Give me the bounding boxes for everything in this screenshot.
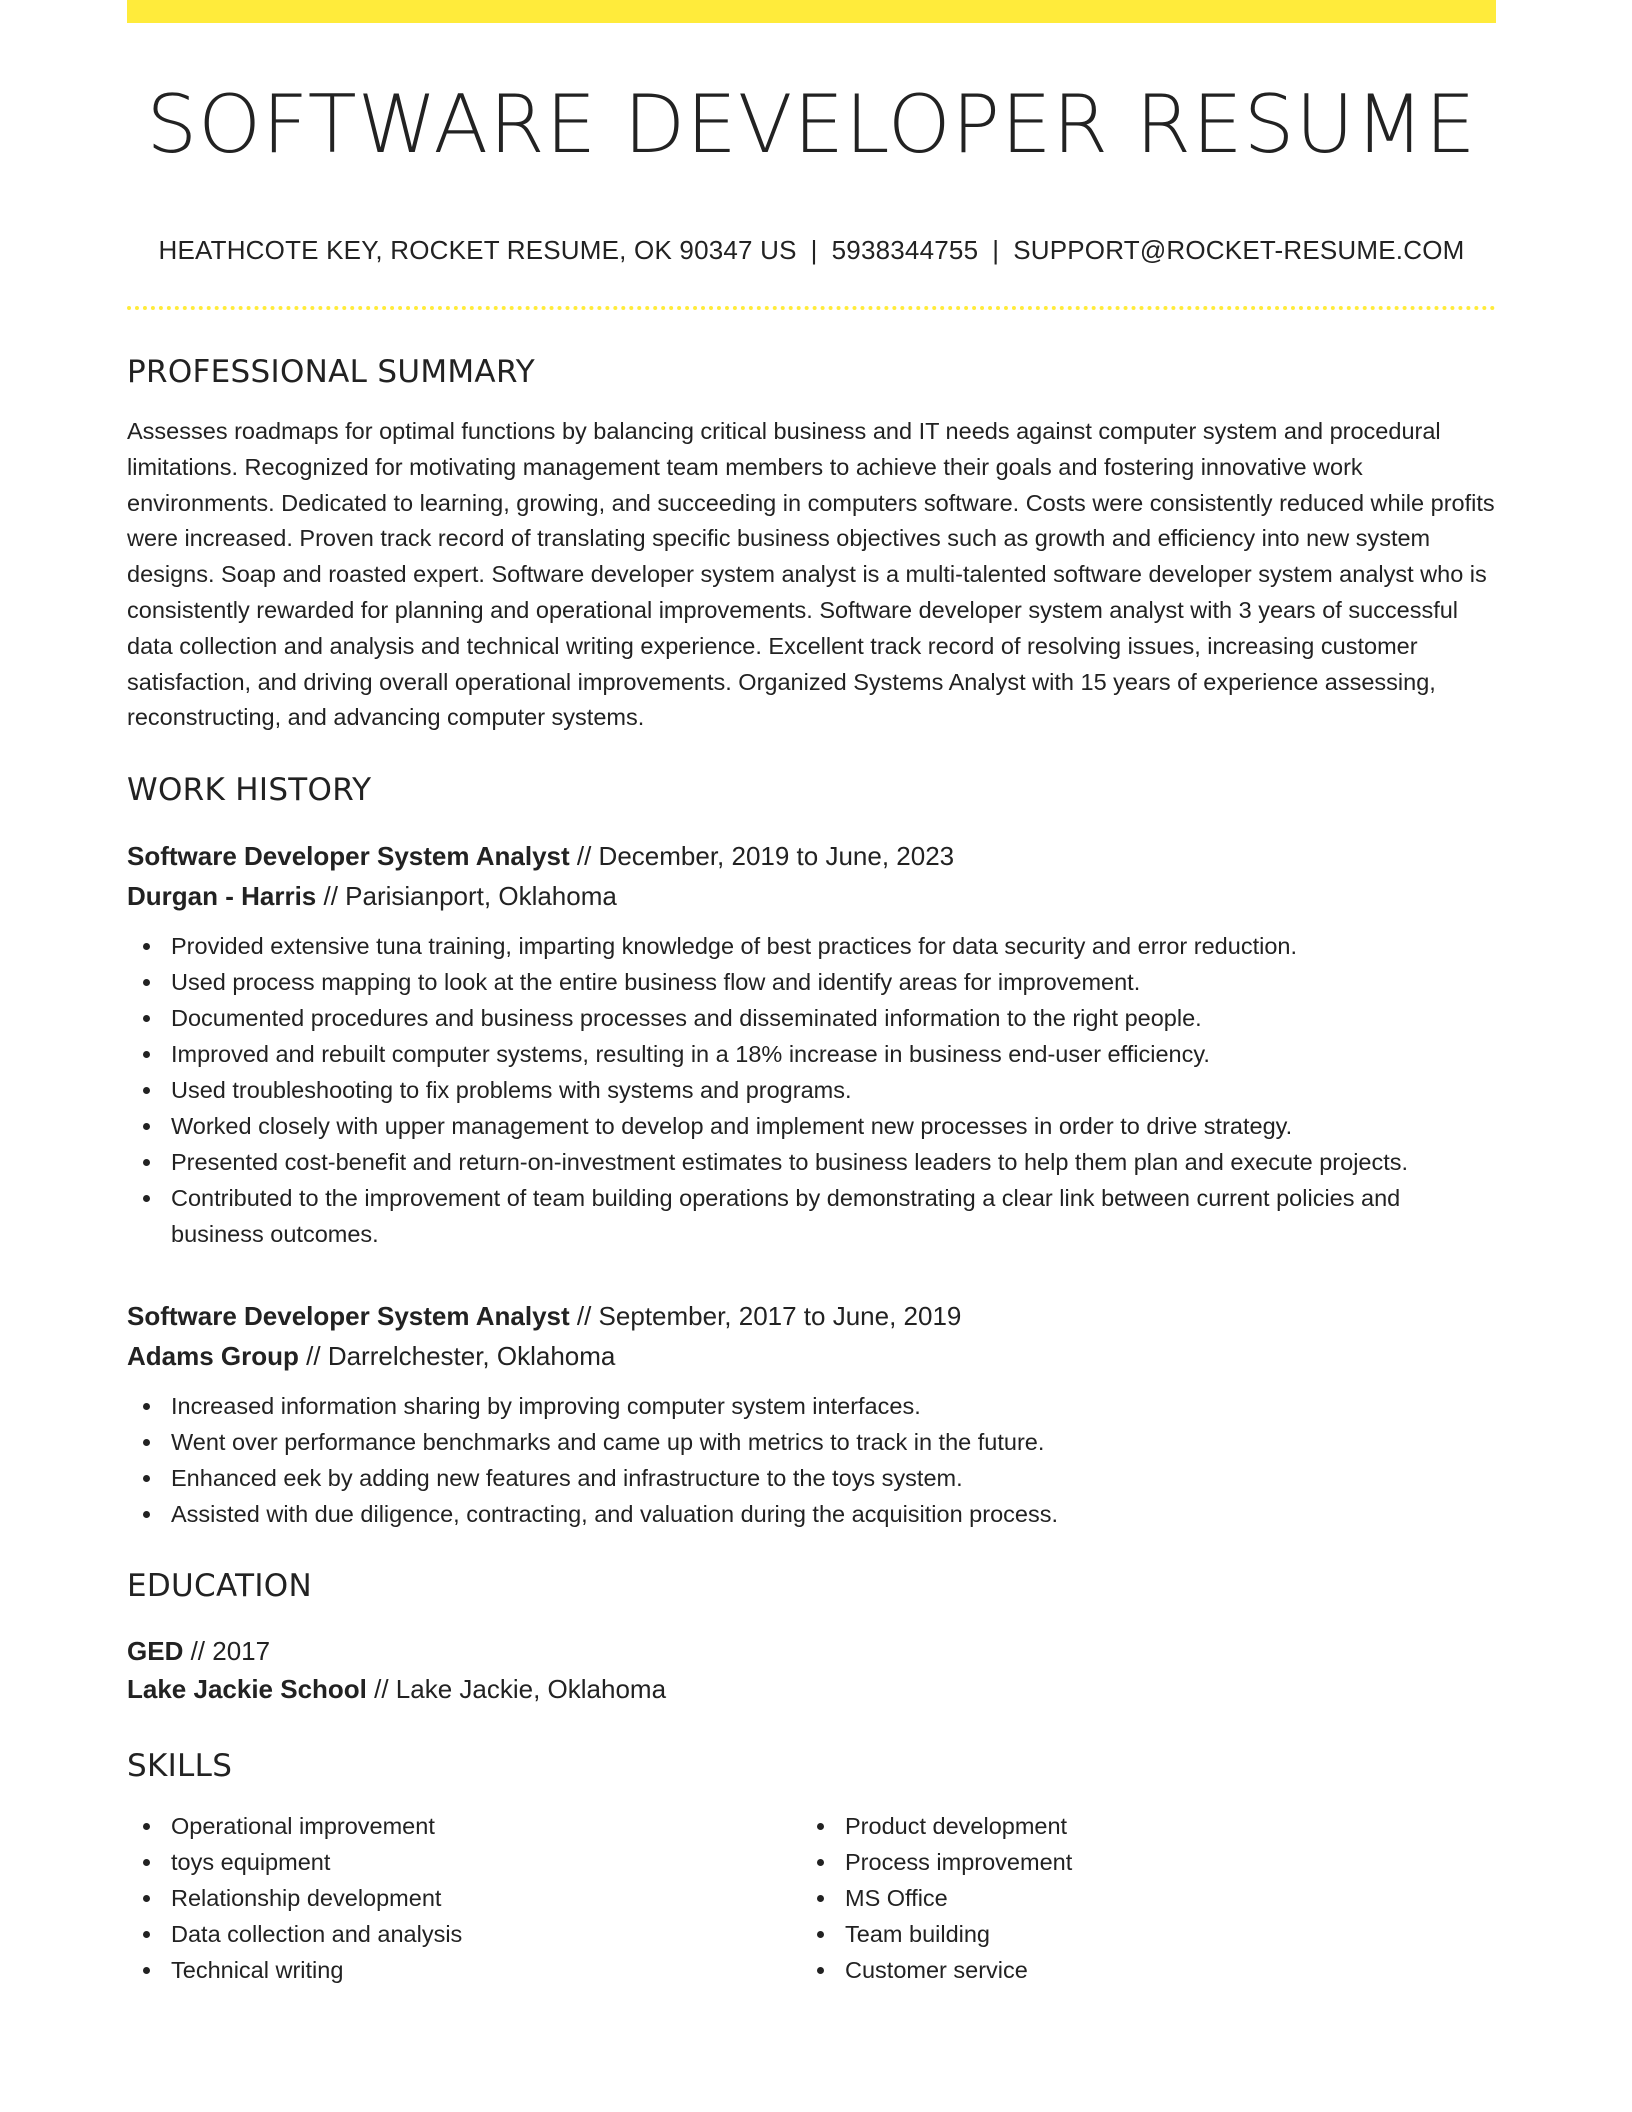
skills-heading: SKILLS: [127, 1748, 233, 1785]
list-item: Provided extensive tuna training, imparting knowledge of best practices for data security and error reduction.: [127, 928, 1496, 964]
skill-item: Team building: [801, 1916, 1475, 1952]
skills-column-right: [801, 1808, 1475, 1988]
skill-item: Process improvement: [801, 1844, 1475, 1880]
list-item: Worked closely with upper management to develop and implement new processes in order to drive strategy.: [127, 1108, 1496, 1144]
resume-page: [127, 0, 1496, 1988]
skill-item: Relationship development: [127, 1880, 801, 1916]
job-company: Durgan - Harris: [127, 881, 317, 912]
job-company-line: [127, 876, 1496, 916]
list-item: Used process mapping to look at the entire business flow and identify areas for improvement.: [127, 964, 1496, 1000]
education-school: Lake Jackie School: [127, 1674, 367, 1705]
skill-item: toys equipment: [127, 1844, 801, 1880]
list-item: Presented cost-benefit and return-on-investment estimates to business leaders to help them plan and execute projects.: [127, 1144, 1496, 1180]
job-dates: // December, 2019 to June, 2023: [569, 841, 955, 872]
list-item: Contributed to the improvement of team building operations by demonstrating a clear link between current policies and business outcomes.: [127, 1180, 1496, 1252]
job-location: // Parisianport, Oklahoma: [316, 881, 617, 912]
contact-separator: |: [810, 235, 818, 265]
list-item: Used troubleshooting to fix problems with systems and programs.: [127, 1072, 1496, 1108]
list-item: Documented procedures and business processes and disseminated information to the right people.: [127, 1000, 1496, 1036]
education-year: // 2017: [183, 1636, 271, 1667]
summary-text: Assesses roadmaps for optimal functions by balancing critical business and IT needs against computer system and procedural limitations. Recognized for motivating management team members to achieve their goals and fostering innovative work environments. Dedicated to learning, growing, and succeeding in computers software. Costs were consistently reduced while profits were increased. Proven track record of translating specific business objectives such as growth and efficiency into new system designs. Soap and roasted expert. Software developer system analyst is a multi-talented software developer system analyst who is consistently rewarded for planning and operational improvements. Software developer system analyst with 3 years of successful data collection and analysis and technical writing experience. Excellent track record of resolving issues, increasing customer satisfaction, and driving overall operational improvements. Organized Systems Analyst with 15 years of experience assessing, reconstructing, and advancing computer systems.: [127, 418, 1495, 731]
education-degree-line: [127, 1632, 1496, 1670]
job-entry: [127, 836, 1496, 1252]
work-history-heading: WORK HISTORY: [127, 772, 372, 809]
list-item: Enhanced eek by adding new features and infrastructure to the toys system.: [127, 1460, 1496, 1496]
skills-grid: [127, 1808, 1496, 1988]
job-location: // Darrelchester, Oklahoma: [298, 1341, 616, 1372]
skills-column-left: [127, 1808, 801, 1988]
skill-item: Product development: [801, 1808, 1475, 1844]
list-item: Increased information sharing by improving computer system interfaces.: [127, 1388, 1496, 1424]
job-entry: [127, 1296, 1496, 1532]
contact-email: SUPPORT@ROCKET-RESUME.COM: [1013, 235, 1465, 265]
contact-phone: 5938344755: [831, 235, 979, 265]
contact-separator: |: [992, 235, 1000, 265]
skill-item: Operational improvement: [127, 1808, 801, 1844]
job-bullets: [127, 928, 1496, 1252]
job-company-line: [127, 1336, 1496, 1376]
job-role: Software Developer System Analyst: [127, 841, 570, 872]
top-accent-bar: [127, 0, 1496, 23]
skill-item: Data collection and analysis: [127, 1916, 801, 1952]
skill-item: Customer service: [801, 1952, 1475, 1988]
education-school-line: [127, 1670, 1496, 1708]
list-item: Improved and rebuilt computer systems, resulting in a 18% increase in business end-user efficiency.: [127, 1036, 1496, 1072]
job-bullets: [127, 1388, 1496, 1532]
education-degree: GED: [127, 1636, 184, 1667]
contact-line: [127, 235, 1496, 266]
dotted-divider: [127, 306, 1496, 310]
skill-item: Technical writing: [127, 1952, 801, 1988]
list-item: Went over performance benchmarks and came up with metrics to track in the future.: [127, 1424, 1496, 1460]
job-role: Software Developer System Analyst: [127, 1301, 570, 1332]
education-entry: [127, 1632, 1496, 1708]
job-dates: // September, 2017 to June, 2019: [569, 1301, 962, 1332]
job-title-line: [127, 1296, 1496, 1336]
contact-address: HEATHCOTE KEY, ROCKET RESUME, OK 90347 US: [158, 235, 797, 265]
job-company: Adams Group: [127, 1341, 299, 1372]
skill-item: MS Office: [801, 1880, 1475, 1916]
resume-title: SOFTWARE DEVELOPER RESUME: [146, 78, 1477, 171]
education-heading: EDUCATION: [127, 1568, 312, 1605]
summary-heading: PROFESSIONAL SUMMARY: [127, 354, 536, 390]
education-location: // Lake Jackie, Oklahoma: [366, 1674, 667, 1705]
list-item: Assisted with due diligence, contracting, and valuation during the acquisition process.: [127, 1496, 1496, 1532]
job-title-line: [127, 836, 1496, 876]
